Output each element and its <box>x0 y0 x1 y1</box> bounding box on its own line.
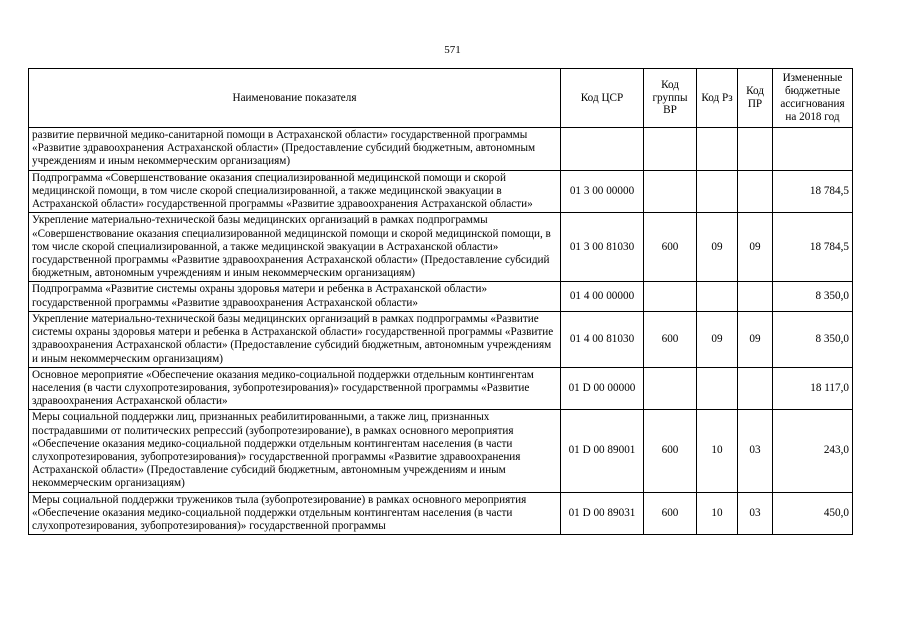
row-code-rz <box>697 170 738 213</box>
row-amount: 8 350,0 <box>773 311 853 367</box>
row-code-rz: 09 <box>697 213 738 282</box>
header-amount: Измененные бюджетные ассигнования на 2018 год <box>773 69 853 128</box>
row-amount: 18 784,5 <box>773 170 853 213</box>
row-name: Подпрограмма «Развитие системы охраны здоровья матери и ребенка в Астраханской области» государственной программы «Развитие здравоохранения Астраханской области» <box>29 282 561 311</box>
row-code-rz: 10 <box>697 410 738 492</box>
row-code-vr <box>644 282 697 311</box>
row-code-rz <box>697 128 738 171</box>
row-code-pr: 03 <box>738 492 773 535</box>
page-number: 571 <box>444 44 461 56</box>
row-code-rz: 10 <box>697 492 738 535</box>
row-code-rz <box>697 367 738 410</box>
row-name: Основное мероприятие «Обеспечение оказания медико-социальной поддержки отдельным контингентам населения (в части слухопротезирования, зубопротезирования)» государственной программы «Развитие здравоохранения Астраханской области» <box>29 367 561 410</box>
header-code-rz: Код Рз <box>697 69 738 128</box>
header-name: Наименование показателя <box>29 69 561 128</box>
row-code-csr: 01 D 00 89031 <box>561 492 644 535</box>
row-code-pr <box>738 282 773 311</box>
row-amount: 450,0 <box>773 492 853 535</box>
row-amount: 8 350,0 <box>773 282 853 311</box>
header-code-csr: Код ЦСР <box>561 69 644 128</box>
table-header-row <box>29 69 853 128</box>
row-code-csr <box>561 128 644 171</box>
row-code-pr: 09 <box>738 213 773 282</box>
table-row <box>29 367 853 410</box>
table-row <box>29 282 853 311</box>
row-code-vr: 600 <box>644 492 697 535</box>
row-name: Укрепление материально-технической базы медицинских организаций в рамках подпрограммы «Совершенствование оказания специализированной медицинской помощи и скорой медицинской помощи, в том числе скорой специализированной, а также медицинской эвакуации в Астраханской области» государственной программы «Развитие здравоохранения Астраханской области» (Предоставление субсидий бюджетным, автономным учреждениям и иным некоммерческим организациям) <box>29 213 561 282</box>
row-code-pr <box>738 128 773 171</box>
row-amount <box>773 128 853 171</box>
row-code-vr: 600 <box>644 213 697 282</box>
table-row <box>29 213 853 282</box>
row-code-vr <box>644 367 697 410</box>
row-name: Меры социальной поддержки лиц, признанных реабилитированными, а также лиц, признанных пострадавшими от политических репрессий (зубопротезирование), в рамках основного мероприятия «Обеспечение оказания медико-социальной поддержки отдельным контингентам населения (в части слухопротезирования, зубопротезирования)» государственной программы «Развитие здравоохранения Астраханской области» (Предоставление субсидий бюджетным, автономным учреждениям и иным некоммерческим организациям) <box>29 410 561 492</box>
row-code-csr: 01 4 00 00000 <box>561 282 644 311</box>
row-code-csr: 01 4 00 81030 <box>561 311 644 367</box>
row-amount: 243,0 <box>773 410 853 492</box>
row-code-csr: 01 D 00 89001 <box>561 410 644 492</box>
row-amount: 18 117,0 <box>773 367 853 410</box>
row-code-pr: 03 <box>738 410 773 492</box>
row-name: Подпрограмма «Совершенствование оказания специализированной медицинской помощи и скорой медицинской помощи, в том числе скорой специализированной, а также медицинской эвакуации в Астраханской области» государственной программы «Развитие здравоохранения Астраханской области» <box>29 170 561 213</box>
row-amount: 18 784,5 <box>773 213 853 282</box>
row-code-vr: 600 <box>644 311 697 367</box>
row-code-pr <box>738 367 773 410</box>
row-name: Укрепление материально-технической базы медицинских организаций в рамках подпрограммы «Развитие системы охраны здоровья матери и ребенка в Астраханской области» государственной программы «Развитие здравоохранения Астраханской области» (Предоставление субсидий бюджетным, автономным учреждениям и иным некоммерческим организациям) <box>29 311 561 367</box>
table-row <box>29 311 853 367</box>
budget-table <box>28 68 853 535</box>
header-code-pr: Код ПР <box>738 69 773 128</box>
header-code-vr: Код группы ВР <box>644 69 697 128</box>
row-code-csr: 01 3 00 81030 <box>561 213 644 282</box>
table-row <box>29 128 853 171</box>
row-name: Меры социальной поддержки тружеников тыла (зубопротезирование) в рамках основного мероприятия «Обеспечение оказания медико-социальной поддержки отдельным контингентам населения (в части слухопротезирования, зубопротезирования)» государственной программы <box>29 492 561 535</box>
row-code-csr: 01 D 00 00000 <box>561 367 644 410</box>
table-row <box>29 492 853 535</box>
table-row <box>29 410 853 492</box>
row-code-vr <box>644 128 697 171</box>
row-code-rz: 09 <box>697 311 738 367</box>
row-code-pr <box>738 170 773 213</box>
row-code-pr: 09 <box>738 311 773 367</box>
row-code-vr <box>644 170 697 213</box>
row-code-rz <box>697 282 738 311</box>
row-code-csr: 01 3 00 00000 <box>561 170 644 213</box>
table-row <box>29 170 853 213</box>
row-code-vr: 600 <box>644 410 697 492</box>
row-name: развитие первичной медико-санитарной помощи в Астраханской области» государственной программы «Развитие здравоохранения Астраханской области» (Предоставление субсидий бюджетным, автономным учреждениям и иным некоммерческим организациям) <box>29 128 561 171</box>
